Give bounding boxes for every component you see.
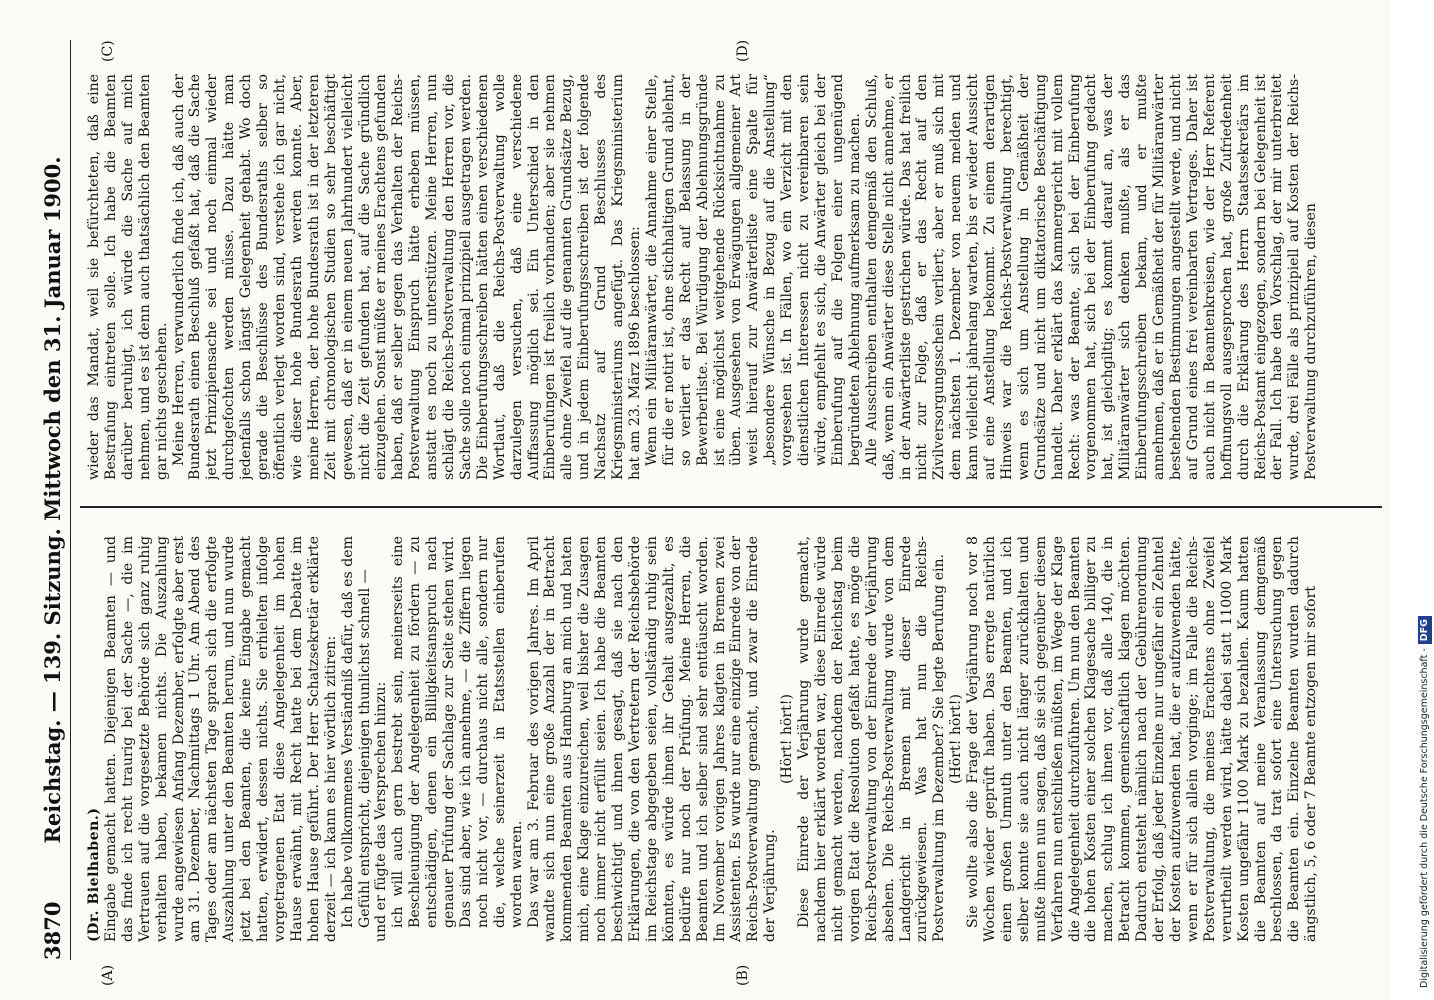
page-header	[36, 40, 71, 960]
credit-text: Digitalisierung gefördert durch die Deutsche Forschungsgemeinschaft -	[1419, 648, 1430, 988]
left-paragraph: Diese Einrede der Verjährung wurde gemacht, nachdem hier erklärt worden war, diese Einrede würde nicht gemacht werden, nachdem der Reichstag beim vorigen Etat die Resolution gefaßt hatte, es möge die Reichs-Postverwaltung von der Einrede der Verjährung absehen. Die Reichs-Postverwaltung wurde von dem Landgericht in Bremen mit dieser Einrede zurückgewiesen. Was hat nun die Reichs-Postverwaltung im Dezember? Sie legte Berufung ein.	[796, 536, 948, 942]
left-column	[86, 536, 1378, 942]
right-paragraph: wieder das Mandat, weil sie befürchteten, daß eine Bestrafung eintreten solle. Ich habe die Beamten darüber beruhigt, ich würde die Sache auf mich nehmen, und es ist denn auch thatsächlich den Beamten gar nichts geschehen.	[86, 74, 170, 480]
quoted-statement: Ich habe vollkommenes Verständniß dafür, daß es dem Gefühl entspricht, diejenigen thunlichst schnell —	[339, 536, 373, 928]
page-number: 3870	[40, 901, 65, 960]
margin-marker-a: (A)	[100, 964, 116, 986]
quoted-statement: ich will auch gern bestrebt sein, meinerseits eine Beschleunigung der Angelegenheit zu fördern — zu entschädigen, denen ein Billigkeitsanspruch nach genauer Prüfung der Sachlage zur Seite stehen wird. Das sind aber, wie ich annehme, — die Ziffern liegen noch nicht vor, — durchaus nicht alle, sondern nur die, welche seinerzeit in Etatsstellen einberufen worden waren.	[390, 536, 525, 928]
quoted-statement: Wenn ein Militäranwärter, die Annahme einer Stelle, für die er notirt ist, ohne stichhaltigen Grund ablehnt, so verliert er das Recht auf Belassung in der Bewerberliste. Bei Würdigung der Ablehnungsgründe ist eine möglichst weitgehende Rücksichtnahme zu üben. Ausgesehen von Erwägungen allgemeiner Art weist hierauf zur Anwärterliste eine Spalte für „besondere Wünsche in Bezug auf die Anstellung“ vorgesehen ist. In Fällen, wo ein Verzicht mit den dienstlichen Interessen nicht zu vereinbaren sein würde, empfiehlt es sich, die Anwärter gleich bei der Einberufung auf die Folgen einer ungenügend begründeten Ablehnung aufmerksam zu machen.	[643, 74, 863, 466]
digitization-credit	[1418, 12, 1432, 988]
left-paragraph: und er fügte das Versprechen hinzu:	[373, 681, 390, 942]
column-divider	[80, 506, 1382, 508]
left-paragraph: Eingabe gemacht hatten. Diejenigen Beamten — und das finde ich recht traurig bei der Sache —, die im Vertrauen auf die vorgesetzte Behörde sich ganz ruhig verhalten haben, bekamen nichts. Die Auszahlung wurde angewiesen Anfang Dezember, erfolgte aber erst am 31. Dezember, Nachmittags 1 Uhr. Am Abend des Tages oder am nächsten Tage sprach sich die erfolgte Auszahlung unter den Beamten herum, und nun wurde jetzt bei den Beamten, die keine Eingabe gemacht hatten, erwidert, dessen nichts. Sie erhielten infolge vorgetragenen Etat diese Angelegenheit im hohen Hause erwähnt, mit Recht hatte bei dem Debatte im hohen Hause geführt. Der Herr Schatzsekretär erklärte derzeit — ich kann es hier wörtlich zitiren:	[102, 536, 339, 942]
dfg-logo: DFG	[1418, 616, 1432, 644]
right-paragraph: Alle Ausschreiben enthalten demgemäß den Schluß, daß, wenn ein Anwärter diese Stelle nicht annehme, er in der Anwärterliste gestrichen würde. Das hat freilich nicht zur Folge, daß er das Recht auf den Zivilversorgungsschein verliert; aber er muß sich mit dem nächsten 1. Dezember von neuem melden und kann vielleicht jahrelang warten, bis er wieder Aussicht auf eine Anstellung bekommt. Zu einem derartigen Hinweis war die Reichs-Postverwaltung berechtigt, wenn es sich um Anstellung in Gemäßheit der Grundsätze und nicht um diktatorische Beschäftigung handelt. Daher erklärt das Kammergericht mit vollem Recht: was der Beamte, sich bei der Einberufung vorgenommen hat, sich bei der Einberufung gedacht hat, ist gleichgiltig; es kommt darauf an, was der Militäranwärter sich denken mußte, als er das Einberufungsschreiben bekam, und er mußte annehmen, daß er in Gemäßheit der für Militäranwärter bestehenden Bestimmungen angestellt werde, und nicht auf Grund eines frei vereinbarten Vertrages. Daher ist auch nicht in Beamtenkreisen, wie der Herr Referent hoffnungsvoll ausgesprochen hat, große Zufriedenheit durch die Erklärung des Herrn Staatssekretärs im Reichs-Postamt eingezogen, sondern bei Gelegenheit ist der Fall. Ich habe den Vorschlag, der mir unterbreitet wurde, drei Fälle als prinzipiell auf Kosten der Reichs-Postverwaltung durchzuführen, diesen	[863, 74, 1320, 480]
margin-marker-d: (D)	[735, 39, 751, 62]
right-column	[86, 74, 1378, 480]
left-paragraph: Sie wollte also die Frage der Verjährung noch vor 8 Wochen wieder geprüft haben. Das erregte natürlich einen großen Unmuth unter den Beamten, und ich selber konnte sie auch nicht länger zurückhalten und mußte ihnen nun sagen, daß sie sich gegenüber diesem Verfahren nun entschließen müßten, im Wege der Klage die Angelegenheit durchzuführen. Um nun den Beamten die hohen Kosten einer solchen Klagesache billiger zu machen, schlug ich ihnen vor, daß alle 140, die in Betracht kommen, gemeinschaftlich klagen möchten. Dadurch entsteht nämlich nach der Gebührenordnung der Erfolg, daß jeder Einzelne nur ungefähr ein Zehntel der Kosten aufzuwenden hat, die er aufzuwenden hätte, wenn er für sich allein vorginge; im Falle die Reichs-Postverwaltung, die meines Erachtens ohne Zweifel verurtheilt werden wird, hätte dabei statt 11000 Mark Kosten ungefähr 1100 Mark zu bezahlen. Kaum hatten die Beamten auf meine Veranlassung demgemäß beschlossen, da trat sofort eine Untersuchung gegen die Beamten ein. Einzelne Beamten wurden dadurch ängstlich, 5, 6 oder 7 Beamte entzogen mir sofort	[965, 536, 1320, 942]
margin-marker-b: (B)	[735, 964, 751, 986]
left-paragraph: Das war am 3. Februar des vorigen Jahres. Im April wandte sich nun eine große Anzahl der in Betracht kommenden Beamten aus Hamburg an mich und baten mich, eine Klage einzureichen, weil bisher die Zusagen noch immer nicht erfüllt seien. Ich habe die Beamten beschwichtigt und ihnen gesagt, daß sie nach den Erklärungen, die von den Vertretern der Reichsbehörde im Reichstage abgegeben seien, vollständig ruhig sein könnten, es würde ihnen ihr Gehalt ausgezahlt, es bedürfe nur noch der Prüfung. Meine Herren, die Beamten und ich selber sind sehr enttäuscht worden. Im November vorigen Jahres klagten in Bremen zwei Assistenten. Es wurde nur eine einzige Einrede von der Reichs-Postverwaltung gemacht, und zwar die Einrede der Verjährung.	[525, 536, 779, 942]
interjection: (Hört! hört!)	[948, 694, 965, 784]
right-paragraph: Meine Herren, verwunderlich finde ich, daß auch der Bundesrath einen Beschluß gefaßt hat, daß die Sache jetzt Prinzipiensache sei und noch einmal wieder durchgefochten werden müsse. Dazu hätte man jedenfalls schon längst Gelegenheit gehabt. Wo doch gerade die Beschlüsse des Bundesraths selber so öffentlich verlegt worden sind, verstehe ich gar nicht, wie dieser hohe Bundesrath werden konnte. Aber, meine Herren, der hohe Bundesrath ist in der letzteren Zeit mit chronologischen Studien so sehr beschäftigt gewesen, daß er in einem neuen Jahrhundert vielleicht nicht die Zeit gefunden hat, auf die Sache gründlich einzugehen. Sonst müßte er meines Erachtens gefunden haben, daß er selber gegen das Verhalten der Reichs-Postverwaltung Einspruch hätte erheben müssen, anstatt es noch zu unterstützen. Meine Herren, nun schlägt die Reichs-Postverwaltung den Herren vor, die Sache solle noch einmal prinzipiell ausgetragen werden. Die Einberufungsschreiben hätten einen verschiedenen Wortlaut, daß die Reichs-Postverwaltung wolle darzulegen versuchen, daß eine verschiedene Auffassung möglich sei. Ein Unterschied in den Einberufungen ist freilich vorhanden; aber sie nehmen alle ohne Zweifel auf die genannten Grundsätze Bezug, und in jedem Einberufungsschreiben ist der folgende Nachsatz auf Grund Beschlusses des Kriegsministeriums angefügt. Das Kriegsministerium hat am 23. März 1896 beschlossen:	[170, 74, 643, 480]
margin-marker-c: (C)	[100, 40, 116, 62]
page-title: Reichstag. — 139. Sitzung. Mittwoch den 31. Januar 1900.	[40, 156, 65, 844]
speaker-label: (Dr. Bielhaben.)	[86, 807, 102, 942]
interjection: (Hört! hört!)	[779, 694, 796, 784]
